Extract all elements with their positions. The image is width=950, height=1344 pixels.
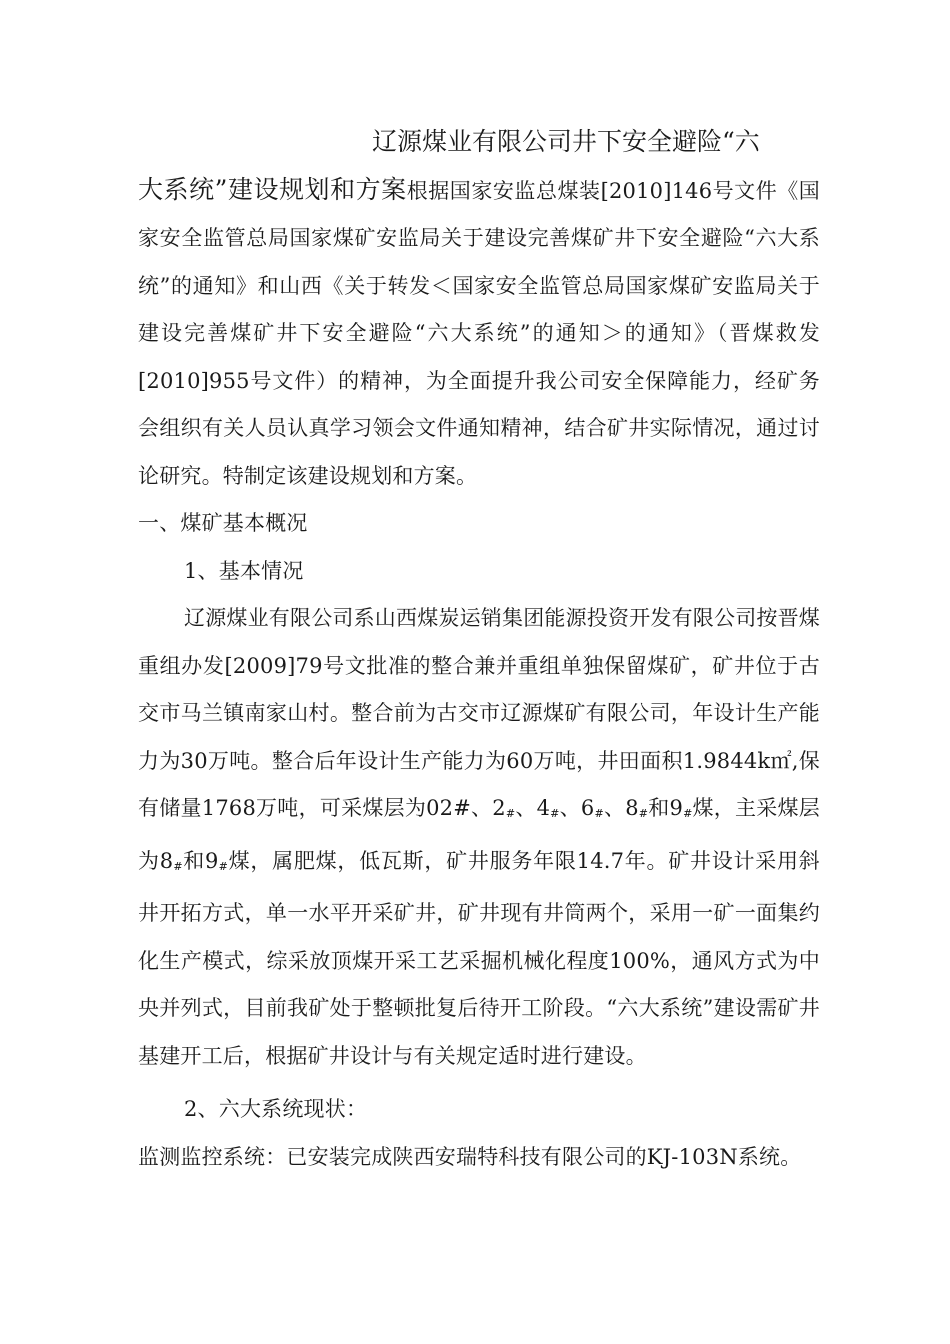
document-page — [138, 118, 820, 1181]
section-1-heading: 一、煤矿基本概况 — [138, 511, 308, 535]
seam-mark: # — [594, 807, 604, 820]
para-text: 、8 — [603, 796, 639, 820]
para-text: 和9 — [648, 796, 684, 820]
seam-mark: # — [638, 807, 649, 820]
intro-rest: 件《国家安全监管总局国家煤矿安监局关于建设完善煤矿井下安全避险“六大系统”的通知》和山西《关于转发＜国家安全监管总局国家煤矿安监局关于建设完善煤矿井下安全避险“六大系统”的通知＞的通知》（晋煤救发[2010]955号文件）的精神，为全面提升我公司安全保障能力，经矿务会组织有关人员认真学习领会文件通知精神，结合矿井实际情况，通过讨论研究。特制定该建设规划和方案。 — [138, 178, 820, 488]
para-text: 和9 — [182, 848, 219, 873]
doc-title-line-1: 辽源煤业有限公司井下安全避险“六 — [372, 127, 760, 156]
seam-mark: # — [218, 859, 229, 873]
doc-title-and-intro — [138, 166, 820, 501]
para-text: 煤，主采煤层为8 — [138, 796, 821, 873]
seam-mark: # — [550, 807, 560, 820]
basic-info-paragraph — [138, 595, 820, 1080]
para-text: 、6 — [559, 796, 595, 820]
intro-start: 根据国家安监总煤装[2010]146号文 — [406, 178, 756, 203]
subsection-2-heading: 2、六大系统现状： — [184, 1097, 368, 1121]
seam-mark: # — [505, 807, 516, 820]
subsection-1-heading: 1、基本情况 — [184, 558, 304, 583]
doc-title-line-2: 大系统”建设规划和方案 — [138, 174, 407, 204]
seam-mark: # — [173, 859, 183, 873]
para-text: 煤，属肥煤，低瓦斯，矿井服务年限14.7年。矿井设计采用斜井开拓方式，单一水平开采矿井，矿井现有井筒两个，采用一矿一面集约化生产模式，综采放顶煤开采工艺采掘机械化程度100%，通风方式为中央并列式，目前我矿处于整顿批复后待开工阶段。“六大系统”建设需矿井基建开工后，根据矿井设计与有关规定适时进行建设。 — [138, 848, 821, 1068]
para-text: 辽源煤业有限公司系山西煤炭运销集团能源投资开发有限公司按晋煤重组办发[2009]79号文批准的整合兼并重组单独保留煤矿，矿井位于古交市马兰镇南家山村。整合前为古交市辽源煤矿有限公司，年设计生产能力为30万吨。整合后年设计生产能力为60万吨，井田面积1.9844k㎡,保有储量1768万吨，可采煤层为02#、2 — [138, 606, 820, 820]
para-text: 、4 — [515, 796, 551, 820]
monitoring-system-line: 监测监控系统：已安装完成陕西安瑞特科技有限公司的KJ-103N系统。 — [138, 1144, 802, 1169]
seam-mark: # — [683, 807, 693, 820]
